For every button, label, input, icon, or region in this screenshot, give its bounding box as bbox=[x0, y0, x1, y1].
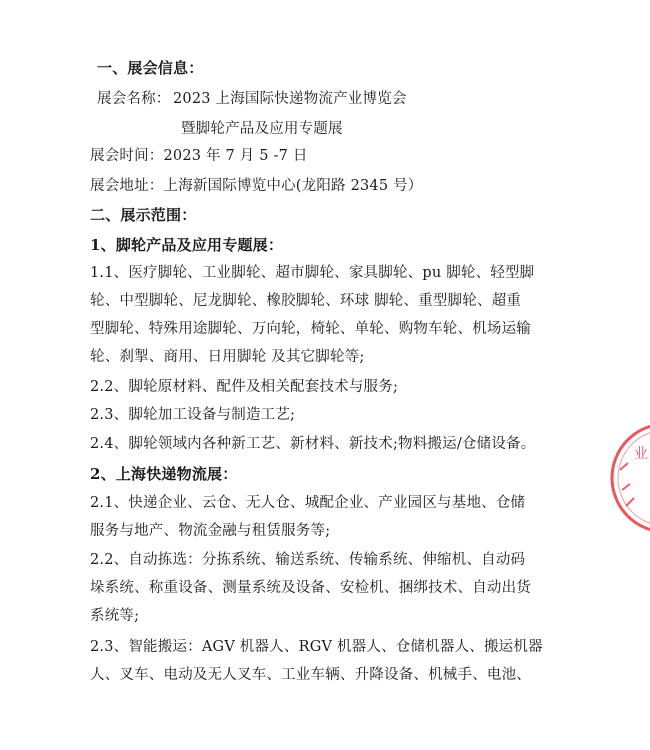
paragraph-2-1-line-1: 2.1、快递企业、云仓、无人仓、城配企业、产业园区与基地、仓储 bbox=[90, 495, 526, 511]
exhibition-name-line-1: 2023 上海国际快递物流产业博览会 bbox=[173, 91, 407, 107]
section-1-heading: 一、展会信息： bbox=[97, 59, 204, 77]
paragraph-1-3: 2.3、脚轮加工设备与制造工艺; bbox=[90, 407, 296, 423]
exhibition-name-line-2: 暨脚轮产品及应用专题展 bbox=[181, 121, 343, 137]
paragraph-2-1-line-2: 服务与地产、物流金融与租赁服务等; bbox=[90, 523, 331, 539]
paragraph-2-2-line-3: 系统等; bbox=[90, 608, 140, 624]
subsection-2-heading: 2、上海快递物流展： bbox=[90, 465, 238, 483]
paragraph-2-2-line-2: 垛系统、称重设备、测量系统及设备、安检机、捆绑技术、自动出货 bbox=[90, 580, 531, 596]
paragraph-1-1-line-2: 轮、中型脚轮、尼龙脚轮、橡胶脚轮、环球 脚轮、重型脚轮、超重 bbox=[90, 293, 522, 309]
red-seal-stamp bbox=[606, 418, 650, 538]
exhibition-address: 展会地址：上海新国际博览中心(龙阳路 2345 号） bbox=[90, 178, 423, 194]
paragraph-1-2: 2.2、脚轮原材料、配件及相关配套技术与服务; bbox=[90, 379, 399, 395]
paragraph-1-1-line-1: 1.1、医疗脚轮、工业脚轮、超市脚轮、家具脚轮、pu 脚轮、轻型脚 bbox=[90, 265, 535, 281]
exhibition-time: 展会时间：2023 年 7 月 5 -7 日 bbox=[90, 148, 308, 164]
subsection-1-heading: 1、脚轮产品及应用专题展： bbox=[90, 236, 284, 254]
exhibition-name-label: 展会名称： bbox=[97, 91, 171, 107]
paragraph-2-3-line-1: 2.3、智能搬运：AGV 机器人、RGV 机器人、仓储机器人、搬运机器 bbox=[90, 639, 543, 655]
seal-glyph: 业 bbox=[634, 446, 648, 462]
paragraph-2-3-line-2: 人、叉车、电动及无人叉车、工业车辆、升降设备、机械手、电池、 bbox=[90, 667, 531, 683]
section-2-heading: 二、展示范围： bbox=[90, 206, 197, 224]
paragraph-1-1-line-3: 型脚轮、特殊用途脚轮、万向轮，椅轮、单轮、购物车轮、机场运输 bbox=[90, 321, 531, 337]
paragraph-1-4: 2.4、脚轮领域内各种新工艺、新材料、新技术;物料搬运/仓储设备。 bbox=[90, 436, 536, 452]
paragraph-2-2-line-1: 2.2、自动拣选：分拣系统、输送系统、传输系统、伸缩机、自动码 bbox=[90, 552, 526, 568]
paragraph-1-1-line-4: 轮、刹掣、商用、日用脚轮 及其它脚轮等; bbox=[90, 349, 365, 365]
